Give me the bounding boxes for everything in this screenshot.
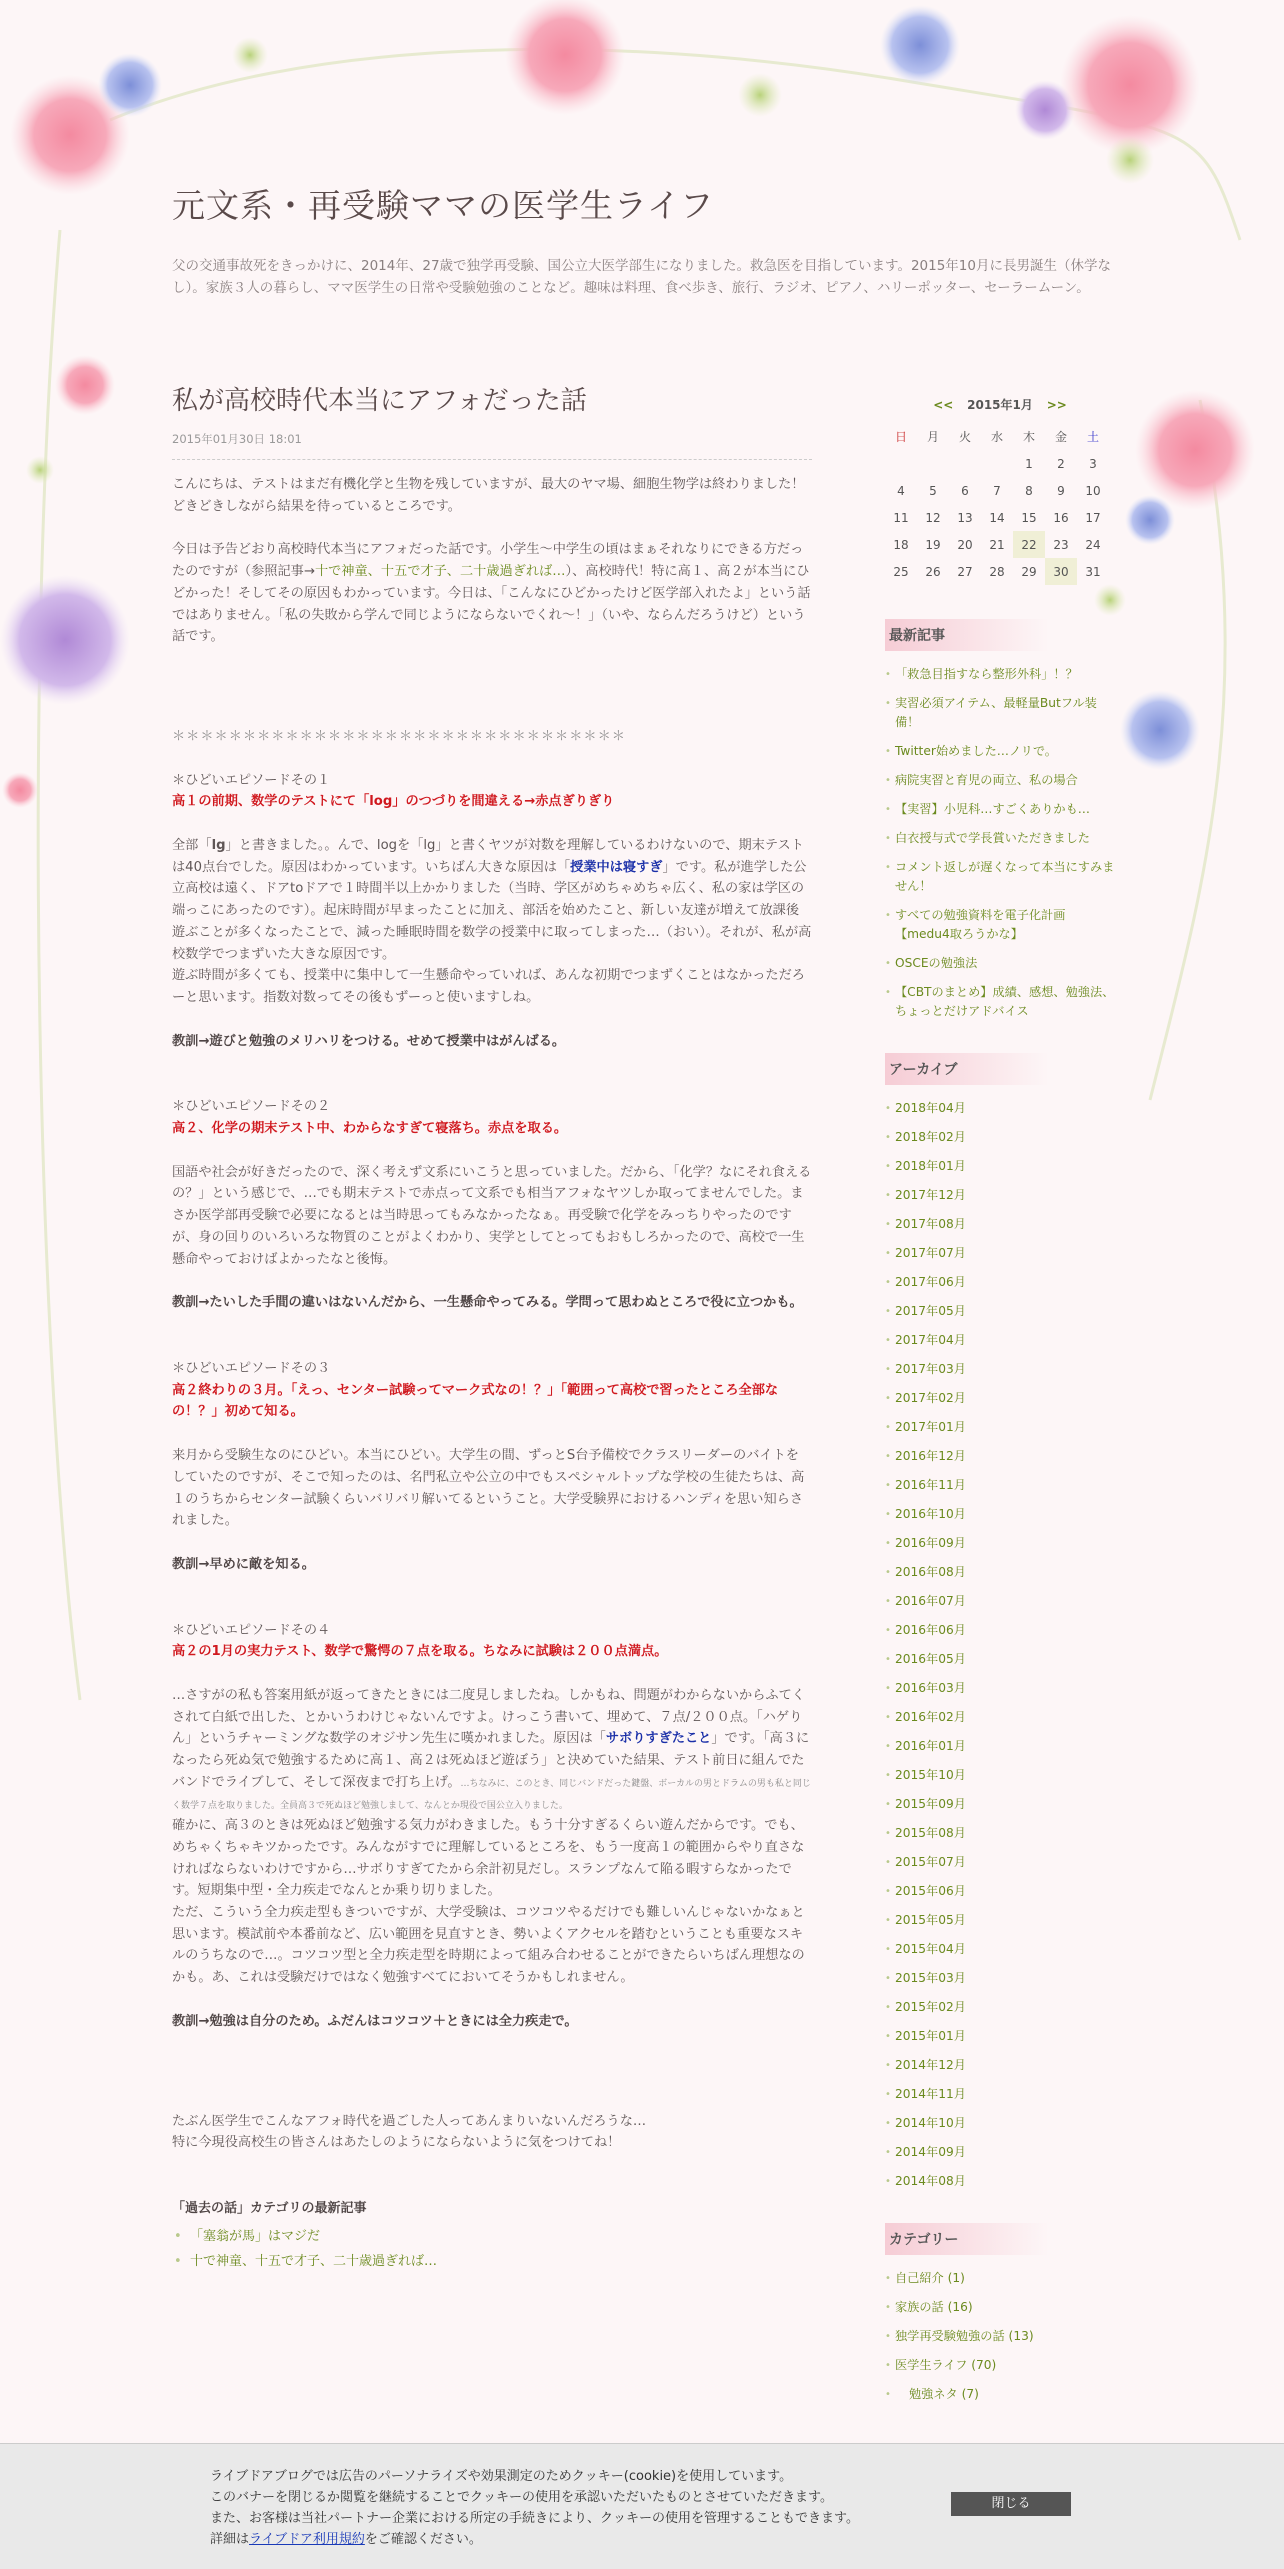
archive-link[interactable]: • 2015年02月 <box>885 1998 1115 2017</box>
episode-2-body: 国語や社会が好きだったので、深く考えず文系にいこうと思っていました。だから、「化学？なにそれ食えるの？」という感じで、…でも期末テストで赤点って文系でも相当アフォなヤツしか取ってませんでした。まさか医学部再受験で必要になるとは当時思ってもみなかったなぁ。再受験で化学をみっちりやったのですが、身の回りのいろいろな物質のことがよくわかり、実学としてとってもおもしろかったので、高校で一生懸命やっておけばよかったなと後悔。 <box>172 1164 812 1267</box>
episode-1-body-2: 遊ぶ時間が多くても、授業中に集中して一生懸命やっていれば、あんな初期でつまずくことはなかっただろーと思います。指数対数ってその後もずーっと使いますしね。 <box>172 968 805 1005</box>
calendar-day <box>917 450 949 477</box>
calendar-month: 2015年1月 <box>967 398 1033 412</box>
episode-4-body-3: ただ、こういう全力疾走型もきついですが、大学受験は、コツコツやるだけでも難しいんじゃないかなぁと思います。模試前や本番前など、広い範囲を見直すとき、勢いよくアクセルを踏むということも重要なスキルのうちなので…。コツコツ型と全力疾走型を時期によって組み合わせることができたらいちばん理想なのかも。あ、これは受験だけではなく勉強すべてにおいてそうかもしれません。 <box>172 1905 805 1986</box>
archive-link[interactable]: • 2015年01月 <box>885 2027 1115 2046</box>
episode-3-label: ＊ひどいエピソードその３ <box>172 1360 331 1376</box>
post-date: 2015年01月30日 18:01 <box>172 431 812 460</box>
calendar-day[interactable]: 1 <box>1025 456 1033 471</box>
cookie-banner <box>0 2443 1284 2569</box>
calendar-week-row <box>885 477 1109 504</box>
episode-2-lesson: 教訓→たいした手間の違いはないんだから、一生懸命やってみる。学問って思わぬところで役に立つかも。 <box>172 1295 803 1311</box>
archive-link[interactable]: • 2015年03月 <box>885 1969 1115 1988</box>
episode-1-lesson: 教訓→遊びと勉強のメリハリをつける。せめて授業中はがんばる。 <box>172 1033 566 1049</box>
archive-link[interactable]: • 2015年09月 <box>885 1795 1115 1814</box>
calendar-day[interactable]: 7 <box>993 483 1001 498</box>
calendar-day[interactable]: 21 <box>989 537 1005 552</box>
calendar-week-row <box>885 504 1109 531</box>
calendar-day[interactable]: 23 <box>1053 537 1069 552</box>
calendar-day[interactable]: 30 <box>1045 558 1077 585</box>
terms-link[interactable]: ライブドア利用規約 <box>249 2532 365 2547</box>
archive-link[interactable]: • 2016年01月 <box>885 1737 1115 1756</box>
archive-link[interactable]: • 2016年11月 <box>885 1476 1115 1495</box>
archive-link[interactable]: • 2016年12月 <box>885 1447 1115 1466</box>
episode-4-title: 高２の1月の実力テスト、数学で驚愕の７点を取る。ちなみに試験は２００点満点。 <box>172 1644 668 1660</box>
episode-3-lesson: 教訓→早めに敵を知る。 <box>172 1556 315 1572</box>
recent-post-link[interactable]: • 白衣授与式で学長賞いただきました <box>885 829 1115 848</box>
episode-4-lesson: 教訓→勉強は自分のため。ふだんはコツコツ＋ときには全力疾走で。 <box>172 2013 578 2029</box>
post-title[interactable]: 私が高校時代本当にアフォだった話 <box>172 386 587 416</box>
recent-post-link[interactable]: • OSCEの勉強法 <box>885 954 1115 973</box>
recent-post-link[interactable]: • 【CBTのまとめ】成績、感想、勉強法、ちょっとだけアドバイス <box>885 983 1115 1021</box>
related-articles-list <box>172 2226 812 2273</box>
calendar-day[interactable]: 29 <box>1021 564 1037 579</box>
episode-3-title: 高２終わりの３月。「えっ、センター試験ってマーク式なの！？」「範囲って高校で習ったところ全部なの！？」初めて知る。 <box>172 1382 779 1420</box>
calendar-day[interactable]: 26 <box>925 564 941 579</box>
calendar-day[interactable]: 2 <box>1057 456 1065 471</box>
archive-heading: アーカイブ <box>885 1053 1049 1085</box>
episode-3-body: 来月から受験生なのにひどい。本当にひどい。大学生の間、ずっとS台予備校でクラスリーダーのバイトをしていたのですが、そこで知ったのは、名門私立や公立の中でもスペシャルトップな学校の生徒たちは、高１のうちからセンター試験くらいバリバリ解いてるということ。大学受験界におけるハンディを思い知らされました。 <box>172 1448 805 1529</box>
recent-post-link[interactable]: • 実習必須アイテム、最軽量Butフル装備！ <box>885 694 1115 732</box>
calendar-day[interactable]: 12 <box>925 510 941 525</box>
calendar-day[interactable]: 17 <box>1085 510 1101 525</box>
archive-link[interactable]: • 2017年07月 <box>885 1244 1115 1263</box>
cookie-notice-text: ライブドアブログでは広告のパーソナライズや効果測定のためクッキー(cookie)を使用しています。 このバナーを閉じるか閲覧を継続することでクッキーの使用を承認いただいたものとさせていただきます。 また、お客様は当社パートナー企業における所定の手続きにより、クッキーの使用を管理することもできます。 詳細はライブドア利用規約をご確認ください。 <box>210 2469 859 2547</box>
calendar-day[interactable]: 10 <box>1085 483 1101 498</box>
calendar-day <box>885 450 917 477</box>
calendar-day[interactable]: 6 <box>961 483 969 498</box>
archive-link[interactable]: • 2017年08月 <box>885 1215 1115 1234</box>
calendar-day[interactable]: 19 <box>925 537 941 552</box>
archive-link[interactable]: • 2014年10月 <box>885 2114 1115 2133</box>
weekday-label: 金 <box>1054 430 1067 444</box>
recent-post-link[interactable]: • 「救急目指すなら整形外科」！？ <box>885 665 1115 684</box>
calendar-day[interactable]: 24 <box>1085 537 1101 552</box>
calendar-day[interactable]: 13 <box>957 510 973 525</box>
recent-post-link[interactable]: • すべての勉強資料を電子化計画【medu4取ろうかな】 <box>885 906 1115 944</box>
category-link[interactable]: • 家族の話 (16) <box>885 2298 1115 2317</box>
post-body <box>172 474 812 2273</box>
main-column <box>172 380 812 2273</box>
category-link[interactable]: • 独学再受験勉強の話 (13) <box>885 2327 1115 2346</box>
calendar-days <box>885 450 1109 585</box>
divider-stars: ＊＊＊＊＊＊＊＊＊＊＊＊＊＊＊＊＊＊＊＊＊＊＊＊＊＊＊＊＊＊＊＊ <box>172 728 626 744</box>
archive-link[interactable]: • 2017年03月 <box>885 1360 1115 1379</box>
intro-paragraph-2: 今日は予告どおり高校時代本当にアフォだった話です。小学生～中学生の頃はまぁそれなりにできる方だったのですが（参照記事→十で神童、十五で才子、二十歳過ぎれば…）、高校時代！特に高１、高２が本当にひどかった！そしてその原因もわかっています。今日は、「こんなにひどかったけど医学部入れたよ」という話ではありません。「私の失敗から学んで同じようにならないでくれ～！」（いや、ならんだろうけど）という話です。 <box>172 542 811 645</box>
calendar-day[interactable]: 4 <box>897 483 905 498</box>
calendar-day[interactable]: 27 <box>957 564 973 579</box>
episode-4-body: …さすがの私も答案用紙が返ってきたときには二度見しましたね。しかもね、問題がわからないからふてくされて白紙で出した、とかいうわけじゃないんですよ。けっこう書いて、埋めて、７点/２００点。「ハゲりん」というチャーミングな数学のオジサン先生に嘆かれました。原因は「サボりすぎたこと」です。「高３になったら死ぬ気で勉強するために高１、高２は死ぬほど遊ぼう」と決めていた結果、テスト前日に組んでたバンドでライブして、そして深夜まで打ち上げ。…ちなみに、このとき、同じバンドだった鍵盤、ボーカルの男とドラムの男も私と同じく数学７点を取りました。全員高３で死ぬほど勉強しまして、なんとか現役で国公立入りました。 <box>172 1688 811 1811</box>
calendar <box>885 396 1115 585</box>
weekday-label: 水 <box>990 430 1003 444</box>
recent-post-link[interactable]: • コメント返しが遅くなって本当にすみません！ <box>885 858 1115 896</box>
calendar-day[interactable]: 18 <box>893 537 909 552</box>
recent-posts-heading: 最新記事 <box>885 619 1049 651</box>
close-button[interactable]: 閉じる <box>951 2492 1071 2516</box>
recent-posts-list <box>885 665 1115 1021</box>
weekday-label: 土 <box>1086 430 1099 444</box>
calendar-day[interactable]: 31 <box>1085 564 1101 579</box>
archive-link[interactable]: • 2016年05月 <box>885 1650 1115 1669</box>
episode-1-title: 高１の前期、数学のテストにて「log」のつづりを間違える→赤点ぎりぎり <box>172 794 615 810</box>
archive-link[interactable]: • 2015年04月 <box>885 1940 1115 1959</box>
episode-2-label: ＊ひどいエピソードその２ <box>172 1099 331 1115</box>
recent-post-link[interactable]: • Twitter始めました…ノリで。 <box>885 742 1115 761</box>
calendar-day <box>949 450 981 477</box>
episode-2-title: 高２、化学の期末テスト中、わからなすぎて寝落ち。赤点を取る。 <box>172 1121 568 1137</box>
archive-link[interactable]: • 2017年05月 <box>885 1302 1115 1321</box>
outro-line-1: たぶん医学生でこんなアフォ時代を過ごした人ってあんまりいないんだろうな… <box>172 2113 647 2129</box>
archive-list <box>885 1099 1115 2191</box>
archive-link[interactable]: • 2016年02月 <box>885 1708 1115 1727</box>
calendar-day[interactable]: 25 <box>893 564 909 579</box>
archive-link[interactable]: • 2017年02月 <box>885 1389 1115 1408</box>
archive-link[interactable]: • 2016年07月 <box>885 1592 1115 1611</box>
category-list <box>885 2269 1115 2404</box>
archive-link[interactable]: • 2016年10月 <box>885 1505 1115 1524</box>
calendar-week-row <box>885 531 1109 558</box>
calendar-day[interactable]: 3 <box>1089 456 1097 471</box>
related-article-item[interactable]: • 「塞翁が馬」はマジだ <box>172 2226 812 2248</box>
category-link[interactable]: • 医学生ライフ (70) <box>885 2356 1115 2375</box>
archive-link[interactable]: • 2017年12月 <box>885 1186 1115 1205</box>
category-link[interactable]: • 自己紹介 (1) <box>885 2269 1115 2288</box>
calendar-day[interactable]: 8 <box>1025 483 1033 498</box>
recent-post-link[interactable]: • 病院実習と育児の両立、私の場合 <box>885 771 1115 790</box>
archive-link[interactable]: • 2015年05月 <box>885 1911 1115 1930</box>
calendar-day[interactable]: 9 <box>1057 483 1065 498</box>
calendar-weekday-row <box>885 423 1109 450</box>
episode-4-body-2: 確かに、高３のときは死ぬほど勉強する気力がわきました。もう十分すぎるくらい遊んだからです。でも、めちゃくちゃキツかったです。みんながすでに理解しているところを、もう一度高１の範囲からやり直さなければならないわけですから…サボりすぎてたから余計初見だし。スランプなんて陥る暇すらなかったです。短期集中型・全力疾走でなんとか乗り切りました。 <box>172 1818 805 1899</box>
calendar-week-row <box>885 558 1109 585</box>
archive-link[interactable]: • 2015年06月 <box>885 1882 1115 1901</box>
weekday-label: 火 <box>958 430 971 444</box>
archive-link[interactable]: • 2015年10月 <box>885 1766 1115 1785</box>
calendar-day[interactable]: 20 <box>957 537 973 552</box>
archive-link[interactable]: • 2017年06月 <box>885 1273 1115 1292</box>
outro-line-2: 特に今現役高校生の皆さんはあたしのようにならないように気をつけてね！ <box>172 2135 621 2151</box>
weekday-label: 日 <box>894 430 907 444</box>
calendar-header <box>885 396 1115 413</box>
archive-link[interactable]: • 2017年01月 <box>885 1418 1115 1437</box>
calendar-day[interactable]: 28 <box>989 564 1005 579</box>
archive-link[interactable]: • 2016年08月 <box>885 1563 1115 1582</box>
intro-paragraph-1: こんにちは、テストはまだ有機化学と生物を残していますが、最大のヤマ場、細胞生物学は終わりました！どきどきしながら結果を待っているところです。 <box>172 477 805 514</box>
calendar-day[interactable]: 11 <box>893 510 909 525</box>
category-heading: カテゴリー <box>885 2223 1049 2255</box>
episode-1-label: ＊ひどいエピソードその１ <box>172 772 331 788</box>
archive-link[interactable]: • 2014年08月 <box>885 2172 1115 2191</box>
archive-link[interactable]: • 2018年02月 <box>885 1128 1115 1147</box>
archive-link[interactable]: • 2018年01月 <box>885 1157 1115 1176</box>
archive-link[interactable]: • 2016年03月 <box>885 1679 1115 1698</box>
blog-title[interactable]: 元文系・再受験ママの医学生ライフ <box>172 186 715 225</box>
archive-link[interactable]: • 2014年11月 <box>885 2085 1115 2104</box>
sidebar <box>885 396 1115 2414</box>
archive-link[interactable]: • 2015年08月 <box>885 1824 1115 1843</box>
episode-1-body: 全部「lg」と書きました。。んで、logを「lg」と書くヤツが対数を理解しているわけないので、期末テストは40点台でした。原因はわかっています。いちばん大きな原因は「授業中は寝すぎ」です。私が進学した公立高校は遠く、ドアtoドアで１時間半以上かかりました（当時、学区がめちゃめちゃ広く、私の家は学区の端っこにあったのです）。起床時間が早まったことに加え、部活を始めたこと、新しい友達が増えて放課後遊ぶことが多くなったことで、減った睡眠時間を数学の授業中に取ってしまった…（おい）。それが、私が高校数学でつまずいた大きな原因です。 <box>172 838 812 962</box>
episode-4-label: ＊ひどいエピソードその４ <box>172 1622 331 1638</box>
archive-link[interactable]: • 2015年07月 <box>885 1853 1115 1872</box>
calendar-day[interactable]: 15 <box>1021 510 1037 525</box>
weekday-label: 木 <box>1022 430 1035 444</box>
related-article-link[interactable]: 十で神童、十五で才子、二十歳過ぎれば… <box>314 564 566 580</box>
related-article-item[interactable]: • 十で神童、十五で才子、二十歳過ぎれば… <box>172 2251 812 2273</box>
calendar-day[interactable]: 5 <box>929 483 937 498</box>
archive-link[interactable]: • 2016年09月 <box>885 1534 1115 1553</box>
archive-link[interactable]: • 2018年04月 <box>885 1099 1115 1118</box>
blog-description: 父の交通事故死をきっかけに、2014年、27歳で独学再受験、国公立大医学部生になりました。救急医を目指しています。2015年10月に長男誕生（休学なし）。家族３人の暮らし、ママ医学生の日常や受験勉強のことなど。趣味は料理、食べ歩き、旅行、ラジオ、ピアノ、ハリーポッター、セーラームーン。 <box>172 258 1111 296</box>
calendar-week-row <box>885 450 1109 477</box>
recent-post-link[interactable]: • 【実習】小児科…すごくありかも… <box>885 800 1115 819</box>
related-articles-heading: 「過去の話」カテゴリの最新記事 <box>172 2200 367 2216</box>
archive-link[interactable]: • 2016年06月 <box>885 1621 1115 1640</box>
weekday-label: 月 <box>926 430 939 444</box>
calendar-next-link[interactable]: >> <box>1046 398 1067 412</box>
archive-link[interactable]: • 2017年04月 <box>885 1331 1115 1350</box>
calendar-day[interactable]: 14 <box>989 510 1005 525</box>
calendar-day[interactable]: 16 <box>1053 510 1069 525</box>
calendar-day[interactable]: 22 <box>1013 531 1045 558</box>
category-link[interactable]: • 勉強ネタ (7) <box>885 2385 1115 2404</box>
archive-link[interactable]: • 2014年12月 <box>885 2056 1115 2075</box>
calendar-prev-link[interactable]: << <box>933 398 954 412</box>
calendar-day <box>981 450 1013 477</box>
archive-link[interactable]: • 2014年09月 <box>885 2143 1115 2162</box>
calendar-grid <box>885 423 1109 585</box>
